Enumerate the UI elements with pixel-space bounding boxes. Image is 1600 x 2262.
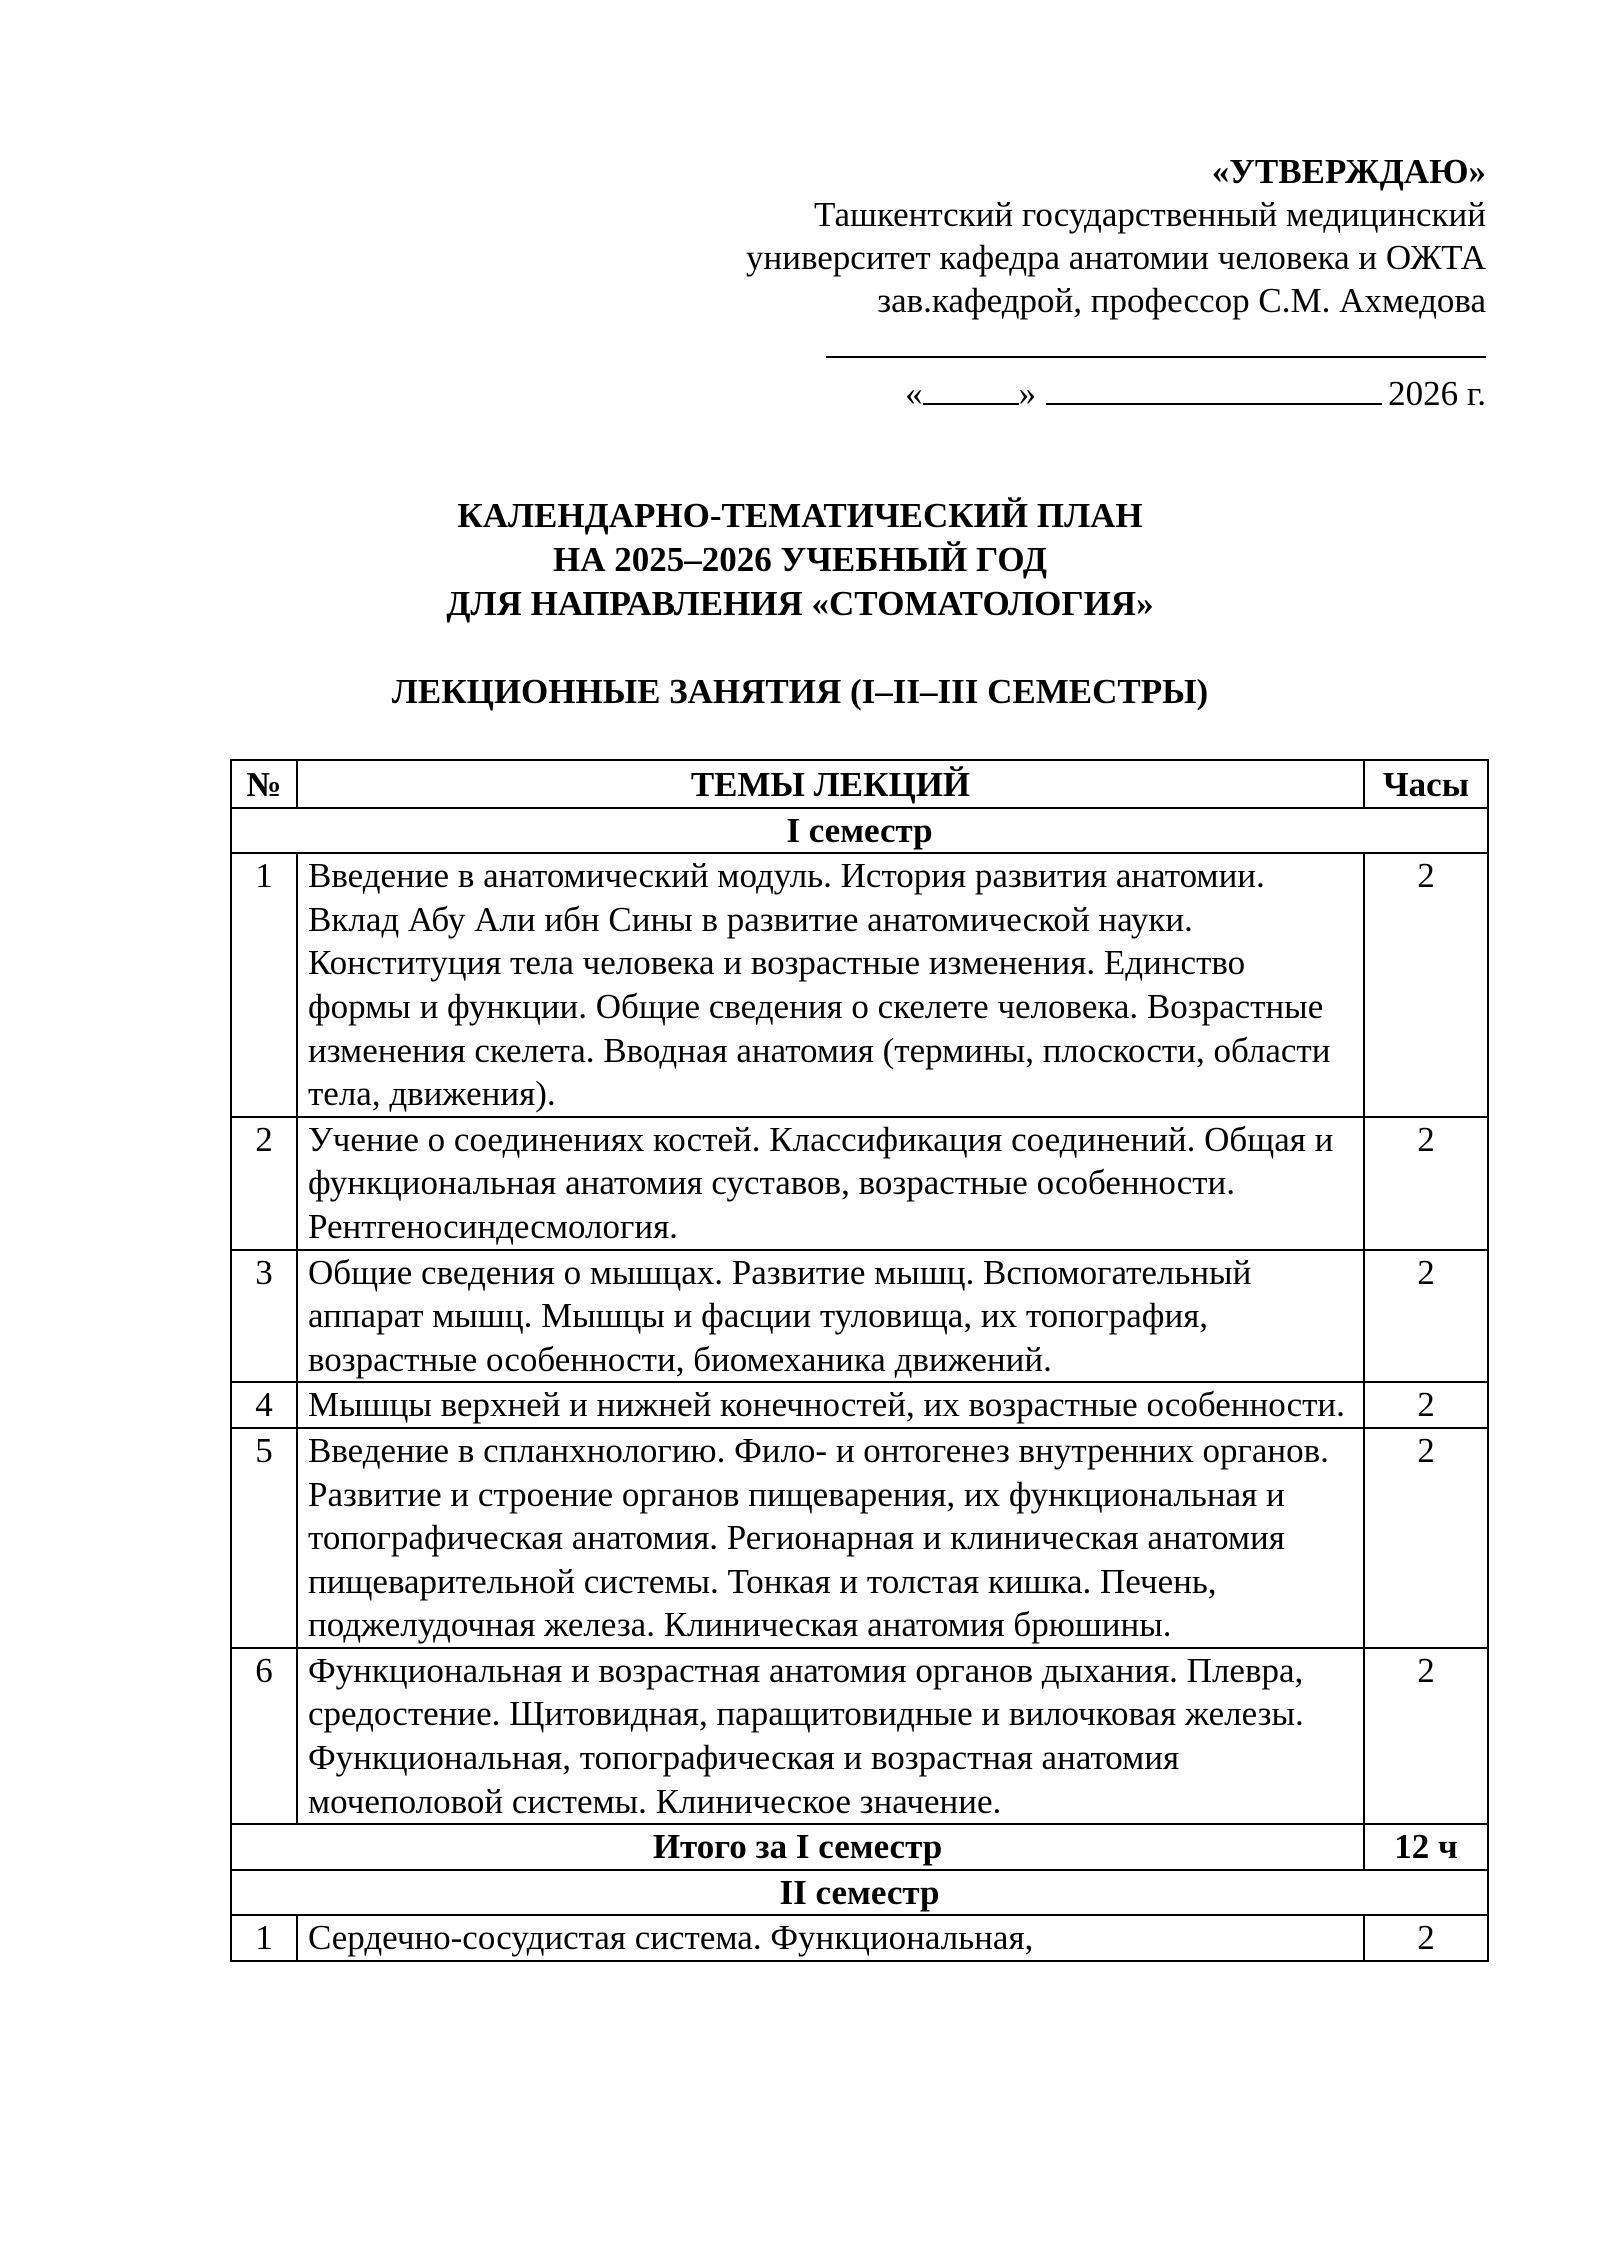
table-row [231, 1250, 1488, 1383]
header-number: № [231, 760, 297, 808]
date-close-quote: » [1018, 374, 1037, 413]
document-subtitle: ЛЕКЦИОННЫЕ ЗАНЯТИЯ (I–II–III СЕМЕСТРЫ) [391, 672, 1209, 711]
title-line-3: ДЛЯ НАПРАВЛЕНИЯ «СТОМАТОЛОГИЯ» [446, 584, 1154, 623]
semester-2-label: II семестр [231, 1870, 1488, 1916]
signature-line-row [726, 322, 1486, 368]
semester-1-row [231, 808, 1488, 854]
row-number: 2 [231, 1117, 297, 1250]
title-line-1: КАЛЕНДАРНО-ТЕМАТИЧЕСКИЙ ПЛАН [457, 496, 1143, 535]
semester-1-total-row [231, 1824, 1488, 1870]
semester-1-label: I семестр [231, 808, 1488, 854]
table-row [231, 1382, 1488, 1428]
row-hours: 2 [1364, 1915, 1488, 1961]
table-row [231, 1117, 1488, 1250]
row-topic: Введение в спланхнологию. Фило- и онтогенез внутренних органов. Развитие и строение органов пищеварения, их функциональная и топографическая анатомия. Регионарная и клиническая анатомия пищеварительной системы. Тонкая и толстая кишка. Печень, поджелудочная железа. Клиническая анатомия брюшины. [297, 1428, 1364, 1648]
approval-line-3: зав.кафедрой, профессор С.М. Ахмедова [877, 281, 1486, 320]
row-topic: Сердечно-сосудистая система. Функциональная, [297, 1915, 1364, 1961]
row-number: 1 [231, 853, 297, 1117]
row-number: 3 [231, 1250, 297, 1383]
semester-1-total-label: Итого за I семестр [231, 1824, 1364, 1870]
row-hours: 2 [1364, 1382, 1488, 1428]
row-hours: 2 [1364, 853, 1488, 1117]
table-header-row [231, 760, 1488, 808]
row-hours: 2 [1364, 1648, 1488, 1824]
date-open-quote: « [905, 374, 923, 413]
row-number: 5 [231, 1428, 297, 1648]
table-row [231, 853, 1488, 1117]
table-row [231, 1648, 1488, 1824]
row-topic: Общие сведения о мышцах. Развитие мышц. Вспомогательный аппарат мышц. Мышцы и фасции туловища, их топография, возрастные особенности, биомеханика движений. [297, 1250, 1364, 1383]
signature-line [826, 326, 1486, 358]
semester-1-total-hours: 12 ч [1364, 1824, 1488, 1870]
approval-line-1: Ташкентский государственный медицинский [813, 195, 1486, 234]
document-title [0, 494, 1600, 626]
title-line-2: НА 2025–2026 УЧЕБНЫЙ ГОД [553, 540, 1047, 579]
row-hours: 2 [1364, 1250, 1488, 1383]
row-topic: Функциональная и возрастная анатомия органов дыхания. Плевра, средостение. Щитовидная, паращитовидные и вилочковая железы. Функциональная, топографическая и возрастная анатомия мочеполовой системы. Клиническое значение. [297, 1648, 1364, 1824]
table-row [231, 1428, 1488, 1648]
row-number: 1 [231, 1915, 297, 1961]
row-topic: Учение о соединениях костей. Классификация соединений. Общая и функциональная анатомия суставов, возрастные особенности. Рентгеносиндесмология. [297, 1117, 1364, 1250]
approval-date [726, 372, 1486, 415]
row-topic: Мышцы верхней и нижней конечностей, их возрастные особенности. [297, 1382, 1364, 1428]
table-row [231, 1915, 1488, 1961]
row-hours: 2 [1364, 1428, 1488, 1648]
approval-block [726, 150, 1486, 415]
header-hours: Часы [1364, 760, 1488, 808]
approval-heading: «УТВЕРЖДАЮ» [1211, 152, 1486, 191]
approval-line-2: университет кафедра анатомии человека и ОЖТА [745, 238, 1486, 277]
row-hours: 2 [1364, 1117, 1488, 1250]
semester-2-row [231, 1870, 1488, 1916]
date-day-blank [923, 373, 1019, 405]
row-number: 4 [231, 1382, 297, 1428]
header-topic: ТЕМЫ ЛЕКЦИЙ [297, 760, 1364, 808]
row-number: 6 [231, 1648, 297, 1824]
date-month-blank [1046, 373, 1382, 405]
date-year: 2026 г. [1388, 374, 1486, 413]
lecture-plan-table [230, 759, 1489, 1962]
row-topic: Введение в анатомический модуль. История развития анатомии. Вклад Абу Али ибн Сины в развитие анатомической науки. Конституция тела человека и возрастные изменения. Единство формы и функции. Общие сведения о скелете человека. Возрастные изменения скелета. Вводная анатомия (термины, плоскости, области тела, движения). [297, 853, 1364, 1117]
